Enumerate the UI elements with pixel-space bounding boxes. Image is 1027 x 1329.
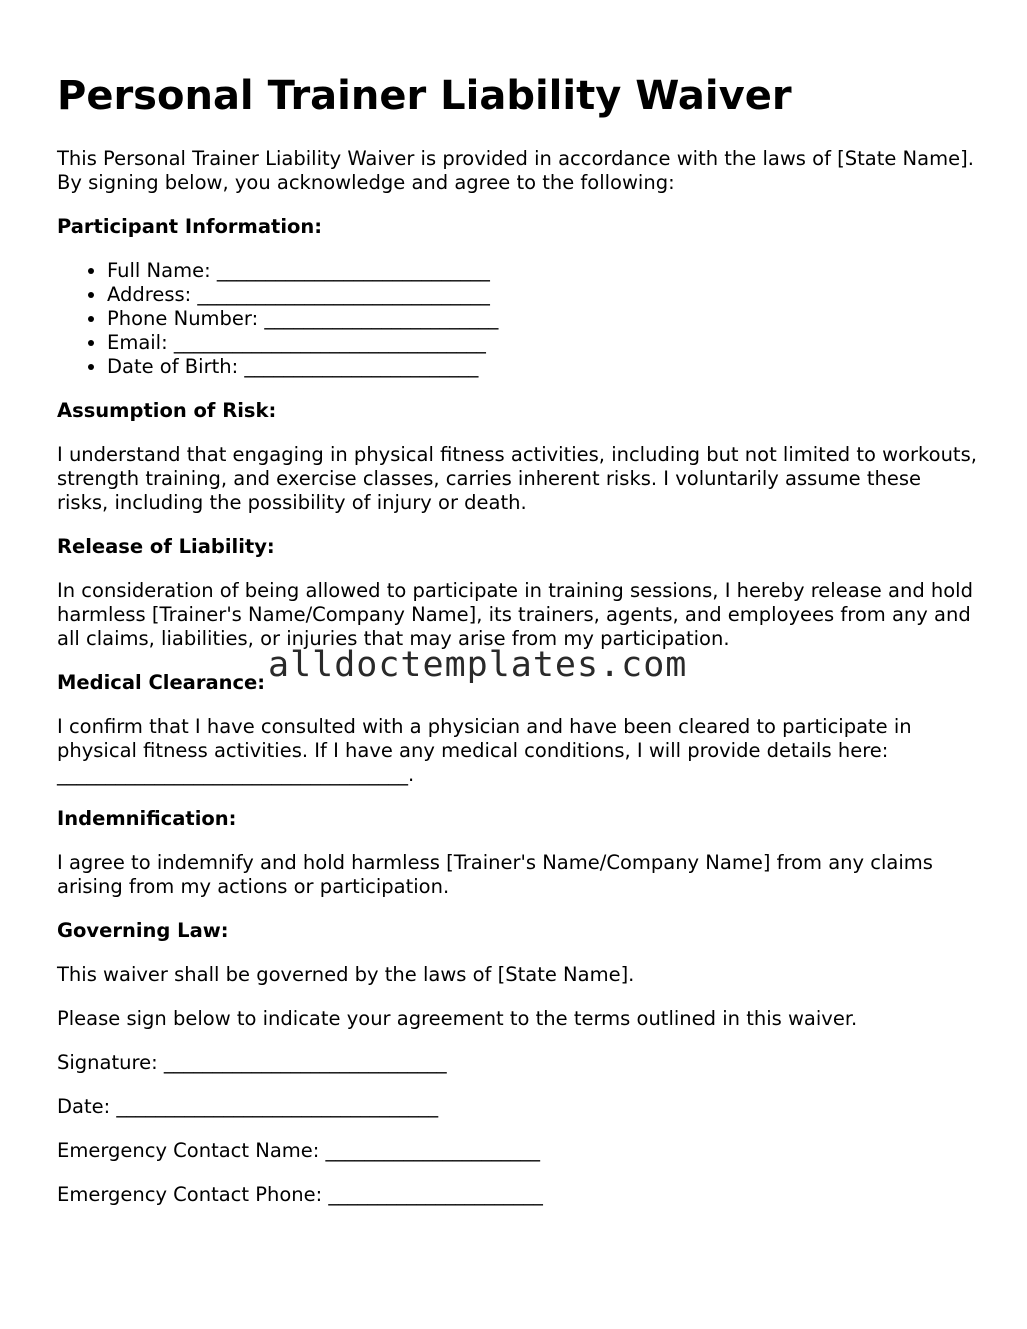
release-text: In consideration of being allowed to participate in training sessions, I hereby release and hold harmless [Trainer's Name/Company Name], its trainers, agents, and employees from any and all claims, liabilities, or injuries that may arise from my participation. [57,579,973,650]
indemnification-heading: Indemnification: [57,807,237,830]
medical-text: I confirm that I have consulted with a physician and have been cleared to participate in physical fitness activities. If I have any medical conditions, I will provide details here: ____________________________________. [57,715,912,786]
signature-field: Signature: _____________________________ [57,1051,447,1074]
assumption-text: I understand that engaging in physical fitness activities, including but not limited to workouts, strength training, and exercise classes, carries inherent risks. I voluntarily assume these risks, including the possibility of injury or death. [57,443,977,514]
intro-paragraph: This Personal Trainer Liability Waiver is provided in accordance with the laws of [State Name]. By signing below, you acknowledge and agree to the following: [57,147,974,194]
phone-number-field: • Phone Number: ________________________ [107,307,977,331]
document-title: Personal Trainer Liability Waiver [57,73,792,119]
date-field: Date: _________________________________ [57,1095,439,1118]
watermark: alldoctemplates.com [268,645,688,685]
release-heading: Release of Liability: [57,535,275,558]
emergency-contact-phone-field: Emergency Contact Phone: ______________________ [57,1183,543,1206]
governing-law-heading: Governing Law: [57,919,229,942]
date-of-birth-field: • Date of Birth: ________________________ [107,355,977,379]
medical-heading: Medical Clearance: [57,671,266,694]
participant-fields-list [57,259,977,379]
closing-text: Please sign below to indicate your agreement to the terms outlined in this waiver. [57,1007,858,1030]
full-name-field: • Full Name: ____________________________ [107,259,977,283]
assumption-heading: Assumption of Risk: [57,399,277,422]
indemnification-text: I agree to indemnify and hold harmless [Trainer's Name/Company Name] from any claims arising from my actions or participation. [57,851,933,898]
address-field: • Address: ______________________________ [107,283,977,307]
email-field: • Email: ________________________________ [107,331,977,355]
governing-law-text: This waiver shall be governed by the laws of [State Name]. [57,963,635,986]
emergency-contact-name-field: Emergency Contact Name: ______________________ [57,1139,541,1162]
participant-heading: Participant Information: [57,215,323,238]
